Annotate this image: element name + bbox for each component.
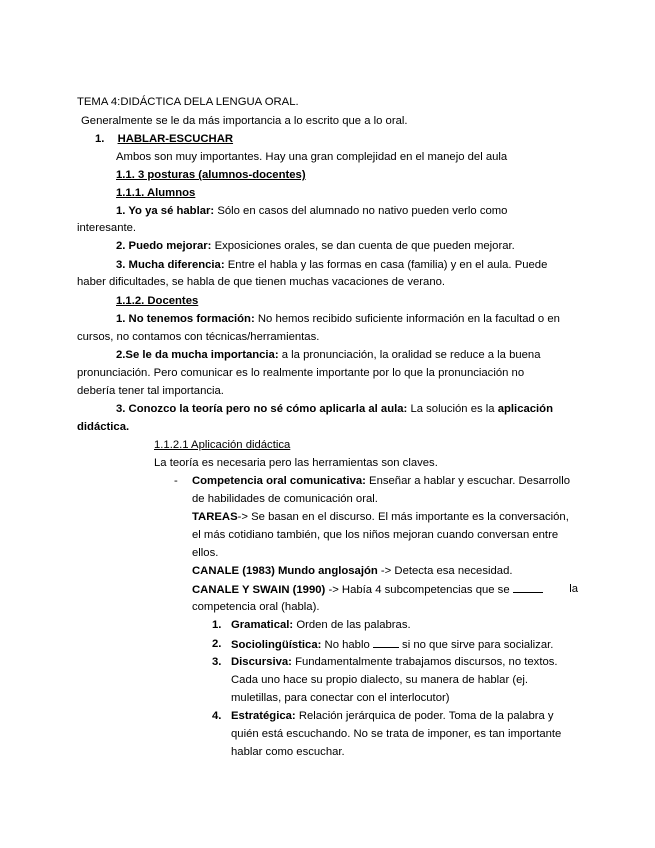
section-description: Ambos son muy importantes. Hay una gran complejidad en el manejo del aula (116, 151, 508, 163)
item-label: TAREAS (192, 511, 238, 523)
subcomp-item-1 (231, 618, 411, 632)
item-label: Sociolingüística: (231, 639, 322, 651)
blank-line (373, 637, 399, 648)
document-title: TEMA 4:DIDÁCTICA DELA LENGUA ORAL. (77, 96, 299, 108)
aplicacion-heading: 1.1.2.1 Aplicación didáctica (154, 439, 291, 451)
subcomp-item-4-cont2: hablar como escuchar. (231, 746, 345, 758)
item-label: 3. Mucha diferencia: (116, 259, 225, 271)
item-text: si no que sirve para socializar. (402, 639, 554, 651)
docentes-heading: 1.1.2. Docentes (116, 295, 199, 307)
item-label: Gramatical: (231, 619, 294, 631)
section-number: 1. (95, 133, 105, 145)
alumnos-item-1-cont: interesante. (77, 222, 137, 234)
docentes-item-2-cont2: debería tener tal importancia. (77, 385, 224, 397)
docentes-item-2-cont: pronunciación. Pero comunicar es lo realmente importante por lo que la pronunciación no (77, 367, 525, 379)
item-label: 2.Se le da mucha importancia: (116, 349, 279, 361)
subcomp-number: 3. (212, 656, 222, 668)
alumnos-item-1 (116, 204, 578, 218)
item-label: CANALE (1983) Mundo anglosajón (192, 565, 378, 577)
item-label: CANALE Y SWAIN (1990) (192, 584, 326, 596)
item-text: Orden de las palabras. (296, 619, 411, 631)
item-text: a la pronunciación, la oralidad se reduce a la buena (281, 349, 541, 361)
blank-line (513, 582, 543, 593)
competencia-cont: de habilidades de comunicación oral. (192, 493, 378, 505)
item-text-end: la (569, 583, 578, 595)
subcomp-item-2 (231, 637, 553, 652)
alumnos-heading: 1.1.1. Alumnos (116, 187, 196, 199)
item-text: Fundamentalmente trabajamos discursos, no textos. (295, 656, 558, 668)
tareas-cont2: ellos. (192, 547, 219, 559)
competencia-line (192, 474, 570, 488)
item-text: La solución es la (410, 403, 495, 415)
subcomp-number: 2. (212, 638, 222, 650)
item-text: Enseñar a hablar y escuchar. Desarrollo (369, 475, 570, 487)
section-heading (95, 132, 233, 146)
item-label: 1. Yo ya sé hablar: (116, 205, 215, 217)
item-label: Competencia oral comunicativa: (192, 475, 366, 487)
item-emphasis: aplicación (497, 403, 553, 415)
subcomp-item-3 (231, 655, 558, 669)
subsection-heading: 1.1. 3 posturas (alumnos-docentes) (116, 169, 306, 181)
section-title: HABLAR-ESCUCHAR (117, 133, 234, 145)
bullet-dash: - (174, 475, 178, 487)
subcomp-item-4-cont: quién está escuchando. No se trata de imponer, es tan importante (231, 728, 562, 740)
item-label: 2. Puedo mejorar: (116, 240, 212, 252)
canale-swain-cont: competencia oral (habla). (192, 601, 320, 613)
item-text: Entre el habla y las formas en casa (familia) y en el aula. Puede (227, 259, 548, 271)
item-label: 1. No tenemos formación: (116, 313, 255, 325)
alumnos-item-2 (116, 239, 515, 253)
docentes-item-1 (116, 312, 560, 326)
subcomp-item-3-cont: Cada uno hace su propio dialecto, su manera de hablar (ej. (231, 674, 529, 686)
item-label: 3. Conozco la teoría pero no sé cómo aplicarla al aula: (116, 403, 408, 415)
intro-text: Generalmente se le da más importancia a lo escrito que a lo oral. (81, 115, 408, 127)
tareas-line (192, 510, 569, 524)
item-text: No hablo (324, 639, 370, 651)
docentes-item-1-cont: cursos, no contamos con técnicas/herramientas. (77, 331, 320, 343)
docentes-item-3-cont: didáctica. (77, 421, 130, 433)
item-text: Exposiciones orales, se dan cuenta de que pueden mejorar. (214, 240, 515, 252)
subcomp-number: 1. (212, 619, 222, 631)
item-text: -> Detecta esa necesidad. (380, 565, 513, 577)
item-label: Estratégica: (231, 710, 296, 722)
canale-line (192, 564, 513, 578)
item-text: -> Se basan en el discurso. El más importante es la conversación, (237, 511, 569, 523)
docentes-item-3 (116, 402, 553, 416)
item-text: No hemos recibido suficiente información en la facultad o en (257, 313, 560, 325)
tareas-cont: el más cotidiano también, que los niños mejoran cuando conversan entre (192, 529, 559, 541)
item-text: Relación jerárquica de poder. Toma de la palabra y (298, 710, 554, 722)
subcomp-item-4 (231, 709, 554, 723)
item-text: -> Había 4 subcompetencias que se (328, 584, 510, 596)
aplicacion-text: La teoría es necesaria pero las herramientas son claves. (154, 457, 438, 469)
alumnos-item-3 (116, 258, 578, 272)
docentes-item-2 (116, 348, 541, 362)
item-text: Sólo en casos del alumnado no nativo pueden verlo como (217, 205, 508, 217)
canale-swain-line (192, 582, 578, 597)
alumnos-item-3-cont: haber dificultades, se habla de que tienen muchas vacaciones de verano. (77, 276, 446, 288)
subcomp-number: 4. (212, 710, 222, 722)
item-label: Discursiva: (231, 656, 292, 668)
subcomp-item-3-cont2: muletillas, para conectar con el interlocutor) (231, 692, 450, 704)
